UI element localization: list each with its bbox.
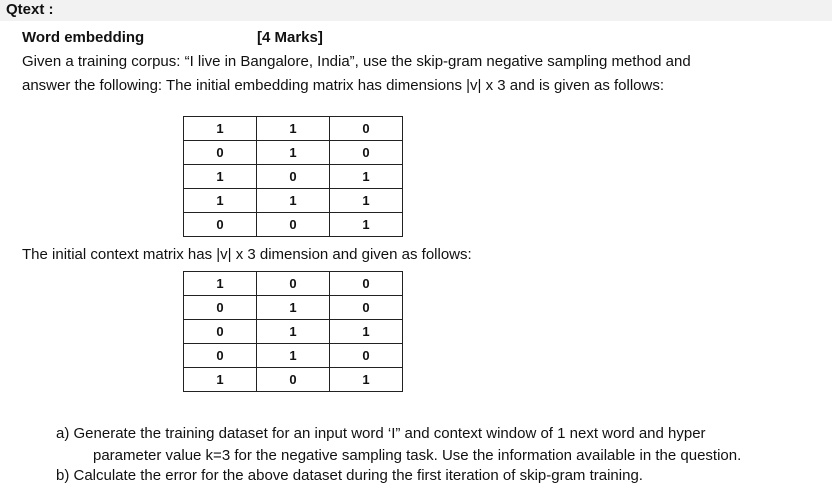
context-matrix-cell: 0 [257,272,330,296]
embedding-matrix-cell: 1 [184,189,257,213]
embedding-matrix-cell: 0 [257,213,330,237]
context-matrix-row [184,344,403,368]
embedding-matrix-cell: 1 [330,165,403,189]
intro-line-2: answer the following: The initial embedding matrix has dimensions |v| x 3 and is given as follows: [22,77,665,94]
context-matrix-cell: 1 [257,344,330,368]
context-matrix-cell: 0 [184,320,257,344]
qtext-label: Qtext : [6,1,54,18]
context-intro: The initial context matrix has |v| x 3 dimension and given as follows: [22,246,472,263]
embedding-matrix-cell: 1 [330,213,403,237]
context-matrix-cell: 1 [330,368,403,392]
embedding-matrix-row [184,189,403,213]
embedding-matrix-row [184,117,403,141]
embedding-matrix-row [184,165,403,189]
embedding-matrix-cell: 1 [257,189,330,213]
context-matrix-cell: 1 [257,320,330,344]
question-title: Word embedding [22,29,145,46]
embedding-matrix-cell: 1 [257,117,330,141]
embedding-matrix-cell: 1 [330,189,403,213]
embedding-matrix-cell: 1 [184,117,257,141]
context-matrix-cell: 1 [184,368,257,392]
embedding-matrix-row [184,141,403,165]
part-a-line-1: a) Generate the training dataset for an input word ‘I” and context window of 1 next word and hyper [56,425,706,442]
context-matrix-row [184,296,403,320]
marks-label: [4 Marks] [257,29,323,46]
embedding-matrix-cell: 1 [257,141,330,165]
context-matrix-cell: 1 [330,320,403,344]
header-bar [0,0,832,21]
context-matrix-cell: 0 [330,344,403,368]
embedding-matrix-cell: 0 [330,117,403,141]
context-matrix-row [184,272,403,296]
context-matrix-cell: 1 [257,296,330,320]
context-matrix-cell: 0 [330,296,403,320]
context-matrix-table [183,271,403,392]
context-matrix-row [184,368,403,392]
embedding-matrix-cell: 1 [184,165,257,189]
embedding-matrix-cell: 0 [184,141,257,165]
embedding-matrix-table [183,116,403,237]
part-a-line-2: parameter value k=3 for the negative sampling task. Use the information available in the question. [93,447,742,464]
embedding-matrix-row [184,213,403,237]
embedding-matrix-cell: 0 [330,141,403,165]
intro-line-1: Given a training corpus: “I live in Bangalore, India”, use the skip-gram negative sampling method and [22,53,691,70]
part-b: b) Calculate the error for the above dataset during the first iteration of skip-gram training. [56,467,643,484]
embedding-matrix-cell: 0 [184,213,257,237]
context-matrix-cell: 1 [184,272,257,296]
context-matrix-cell: 0 [257,368,330,392]
context-matrix-row [184,320,403,344]
embedding-matrix-cell: 0 [257,165,330,189]
context-matrix-cell: 0 [330,272,403,296]
context-matrix-cell: 0 [184,296,257,320]
context-matrix-cell: 0 [184,344,257,368]
